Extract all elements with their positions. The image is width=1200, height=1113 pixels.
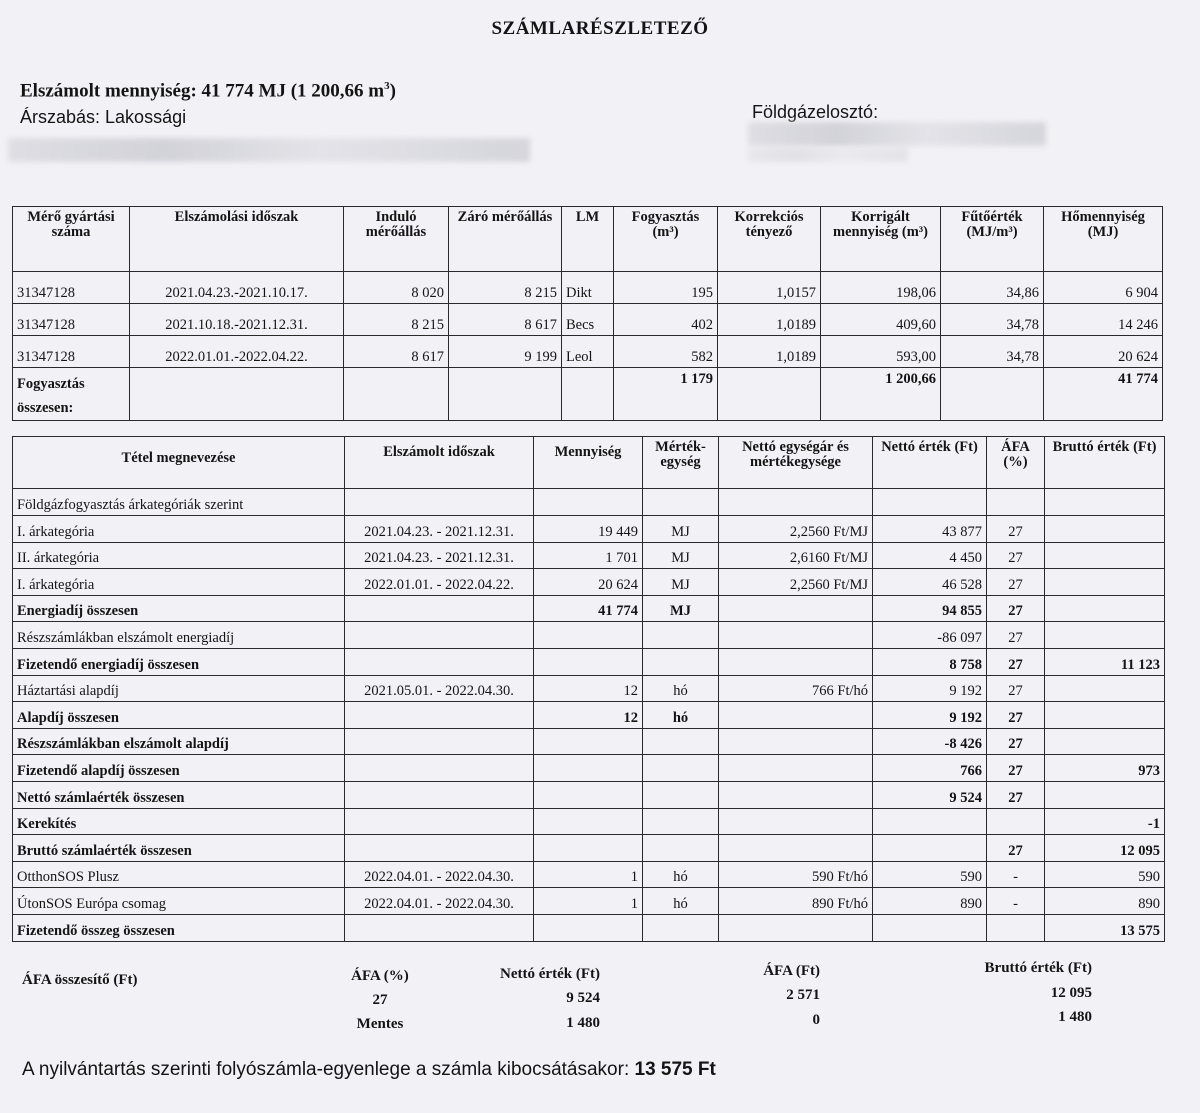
col-header: Elszámolási időszak: [130, 207, 344, 272]
item-name: I. árkategória: [13, 569, 345, 596]
item-gross-value: [1045, 569, 1165, 596]
item-vat: 27: [987, 622, 1045, 649]
item-quantity: 20 624: [534, 569, 643, 596]
start-reading: 8 215: [344, 304, 449, 336]
meter-header-row: [13, 207, 1163, 272]
item-unit: [643, 835, 719, 862]
item-unit: MJ: [643, 569, 719, 596]
item-net-value: 43 877: [873, 516, 987, 543]
col-header: ÁFA (%): [987, 437, 1045, 489]
item-gross-value: 11 123: [1045, 648, 1165, 675]
corrected-qty: 409,60: [821, 304, 941, 336]
table-row: [13, 835, 1165, 862]
item-net-value: 9 192: [873, 702, 987, 729]
table-row: [13, 861, 1165, 888]
item-period: [345, 914, 534, 941]
item-period: [345, 835, 534, 862]
item-net-value: 46 528: [873, 569, 987, 596]
item-quantity: 12: [534, 702, 643, 729]
item-name: Kerekítés: [13, 808, 345, 835]
item-unit-price: [719, 914, 873, 941]
start-reading: 8 020: [344, 272, 449, 304]
meter-table: [12, 206, 1163, 421]
item-period: [345, 728, 534, 755]
account-balance: A nyilvántartás szerinti folyószámla-egyenlege a számla kibocsátásakor: 13 575 Ft: [22, 1059, 716, 1080]
item-quantity: [534, 808, 643, 835]
item-gross-value: [1045, 542, 1165, 569]
item-unit-price: [719, 489, 873, 516]
item-vat: 27: [987, 569, 1045, 596]
heating-value: 34,78: [941, 304, 1044, 336]
item-unit: MJ: [643, 595, 719, 622]
item-quantity: 41 774: [534, 595, 643, 622]
item-quantity: [534, 489, 643, 516]
item-quantity: 1: [534, 888, 643, 915]
item-unit-price: 766 Ft/hó: [719, 675, 873, 702]
item-unit-price: 2,2560 Ft/MJ: [719, 569, 873, 596]
item-unit-price: [719, 702, 873, 729]
corrected-qty: 198,06: [821, 272, 941, 304]
table-row: [13, 595, 1165, 622]
heat-quantity: 6 904: [1044, 272, 1163, 304]
table-row: [13, 542, 1165, 569]
item-unit: [643, 755, 719, 782]
item-vat: -: [987, 861, 1045, 888]
item-name: II. árkategória: [13, 542, 345, 569]
item-name: Földgázfogyasztás árkategóriák szerint: [13, 489, 345, 516]
table-row: [13, 489, 1165, 516]
table-row: [13, 569, 1165, 596]
item-unit: MJ: [643, 516, 719, 543]
items-header-row: [13, 437, 1165, 489]
item-unit: [643, 622, 719, 649]
item-name: Nettó számlaérték összesen: [13, 781, 345, 808]
item-net-value: 890: [873, 888, 987, 915]
col-header: Fűtőérték (MJ/m³): [941, 207, 1044, 272]
item-unit-price: [719, 781, 873, 808]
meter-serial: 31347128: [13, 336, 130, 368]
item-period: [345, 622, 534, 649]
consumption: 402: [614, 304, 718, 336]
item-period: [345, 702, 534, 729]
item-period: [345, 755, 534, 782]
item-period: 2022.04.01. - 2022.04.30.: [345, 888, 534, 915]
consumption: 582: [614, 336, 718, 368]
item-quantity: [534, 755, 643, 782]
col-header: Záró mérőállás: [449, 207, 562, 272]
item-gross-value: [1045, 728, 1165, 755]
item-quantity: [534, 648, 643, 675]
vat-summary-label: ÁFA összesítő (Ft): [22, 972, 138, 988]
item-quantity: 1: [534, 861, 643, 888]
item-gross-value: [1045, 675, 1165, 702]
item-net-value: 94 855: [873, 595, 987, 622]
item-net-value: -8 426: [873, 728, 987, 755]
item-net-value: 9 192: [873, 675, 987, 702]
table-row: [13, 516, 1165, 543]
item-unit: hó: [643, 702, 719, 729]
meter-serial: 31347128: [13, 304, 130, 336]
item-name: Bruttó számlaérték összesen: [13, 835, 345, 862]
heat-quantity: 14 246: [1044, 304, 1163, 336]
vat-amount: 0: [812, 1012, 820, 1028]
item-period: [345, 595, 534, 622]
redacted-distributor: [748, 122, 1046, 146]
item-gross-value: 973: [1045, 755, 1165, 782]
item-vat: 27: [987, 702, 1045, 729]
col-header: LM: [562, 207, 614, 272]
item-period: 2021.04.23. - 2021.12.31.: [345, 542, 534, 569]
item-net-value: [873, 489, 987, 516]
vat-col-gross: Bruttó érték (Ft): [984, 960, 1092, 976]
period: 2022.01.01.-2022.04.22.: [130, 336, 344, 368]
item-period: 2022.04.01. - 2022.04.30.: [345, 861, 534, 888]
vat-col-rate: ÁFA (%): [351, 968, 409, 984]
item-gross-value: [1045, 781, 1165, 808]
col-header: Nettó érték (Ft): [873, 437, 987, 489]
item-period: 2022.01.01. - 2022.04.22.: [345, 569, 534, 596]
item-vat: 27: [987, 728, 1045, 755]
table-row: [13, 702, 1165, 729]
item-name: Energiadíj összesen: [13, 595, 345, 622]
start-reading: 8 617: [344, 336, 449, 368]
item-unit-price: 890 Ft/hó: [719, 888, 873, 915]
item-unit-price: 2,2560 Ft/MJ: [719, 516, 873, 543]
table-row: [13, 622, 1165, 649]
item-name: Fizetendő összeg összesen: [13, 914, 345, 941]
vat-col-net: Nettó érték (Ft): [500, 966, 600, 982]
item-vat: 27: [987, 675, 1045, 702]
col-header: Korrekciós tényező: [718, 207, 821, 272]
item-unit-price: [719, 728, 873, 755]
item-net-value: 8 758: [873, 648, 987, 675]
heating-value: 34,86: [941, 272, 1044, 304]
item-unit-price: [719, 622, 873, 649]
item-net-value: [873, 835, 987, 862]
col-header: Mérték-egység: [643, 437, 719, 489]
item-vat: [987, 914, 1045, 941]
total-label: Fogyasztás összesen:: [13, 368, 130, 421]
item-quantity: [534, 622, 643, 649]
col-header: Fogyasztás (m³): [614, 207, 718, 272]
table-row: [13, 648, 1165, 675]
table-row: [13, 728, 1165, 755]
lm: Dikt: [562, 272, 614, 304]
distributor-label: Földgázelosztó:: [752, 102, 879, 122]
item-unit: [643, 781, 719, 808]
page-title: SZÁMLARÉSZLETEZŐ: [491, 18, 709, 39]
end-reading: 8 617: [449, 304, 562, 336]
item-unit: MJ: [643, 542, 719, 569]
item-quantity: [534, 781, 643, 808]
item-vat: 27: [987, 542, 1045, 569]
item-period: [345, 781, 534, 808]
item-net-value: 9 524: [873, 781, 987, 808]
table-row: [13, 781, 1165, 808]
item-name: Alapdíj összesen: [13, 702, 345, 729]
item-period: [345, 489, 534, 516]
col-header: Korrigált mennyiség (m³): [821, 207, 941, 272]
item-net-value: 590: [873, 861, 987, 888]
item-vat: 27: [987, 648, 1045, 675]
item-unit: [643, 648, 719, 675]
item-vat: 27: [987, 595, 1045, 622]
item-gross-value: [1045, 702, 1165, 729]
item-unit-price: [719, 648, 873, 675]
item-net-value: [873, 914, 987, 941]
item-unit: [643, 914, 719, 941]
table-row: [13, 888, 1165, 915]
end-reading: 9 199: [449, 336, 562, 368]
item-period: [345, 808, 534, 835]
item-name: I. árkategória: [13, 516, 345, 543]
item-quantity: 1 701: [534, 542, 643, 569]
item-gross-value: 13 575: [1045, 914, 1165, 941]
total-heat: 41 774: [1044, 368, 1163, 421]
lm: Leol: [562, 336, 614, 368]
item-gross-value: [1045, 622, 1165, 649]
corrected-qty: 593,00: [821, 336, 941, 368]
item-unit: hó: [643, 675, 719, 702]
table-row: [13, 336, 1163, 368]
tariff-label: Árszabás: Lakossági: [20, 107, 187, 127]
item-name: Részszámlákban elszámolt energiadíj: [13, 622, 345, 649]
item-period: 2021.05.01. - 2022.04.30.: [345, 675, 534, 702]
item-vat: -: [987, 888, 1045, 915]
heating-value: 34,78: [941, 336, 1044, 368]
item-net-value: -86 097: [873, 622, 987, 649]
col-header: Mennyiség: [534, 437, 643, 489]
item-unit: [643, 808, 719, 835]
col-header: Hőmennyiség (MJ): [1044, 207, 1163, 272]
item-gross-value: 890: [1045, 888, 1165, 915]
item-vat: 27: [987, 516, 1045, 543]
item-unit-price: 2,6160 Ft/MJ: [719, 542, 873, 569]
item-vat: [987, 489, 1045, 516]
table-row: [13, 675, 1165, 702]
item-quantity: 19 449: [534, 516, 643, 543]
col-header: Mérő gyártási száma: [13, 207, 130, 272]
correction: 1,0157: [718, 272, 821, 304]
table-row: [13, 272, 1163, 304]
vat-net: 9 524: [566, 990, 600, 1006]
table-row: [13, 914, 1165, 941]
item-period: 2021.04.23. - 2021.12.31.: [345, 516, 534, 543]
item-name: Fizetendő energiadíj összesen: [13, 648, 345, 675]
redacted-address: [8, 138, 530, 162]
vat-col-vat: ÁFA (Ft): [763, 963, 820, 979]
vat-rate: Mentes: [356, 1016, 404, 1032]
item-unit: [643, 728, 719, 755]
item-net-value: [873, 808, 987, 835]
lm: Becs: [562, 304, 614, 336]
item-unit: hó: [643, 861, 719, 888]
col-header: Bruttó érték (Ft): [1045, 437, 1165, 489]
item-gross-value: [1045, 595, 1165, 622]
item-gross-value: 590: [1045, 861, 1165, 888]
item-quantity: [534, 728, 643, 755]
item-gross-value: [1045, 489, 1165, 516]
item-gross-value: -1: [1045, 808, 1165, 835]
item-gross-value: [1045, 516, 1165, 543]
heat-quantity: 20 624: [1044, 336, 1163, 368]
item-unit-price: [719, 595, 873, 622]
items-table: [12, 436, 1165, 942]
item-period: [345, 648, 534, 675]
item-unit-price: [719, 755, 873, 782]
col-header: Nettó egységár és mértékegysége: [719, 437, 873, 489]
correction: 1,0189: [718, 336, 821, 368]
item-vat: [987, 808, 1045, 835]
period: 2021.04.23.-2021.10.17.: [130, 272, 344, 304]
item-vat: 27: [987, 755, 1045, 782]
vat-rate: 27: [372, 992, 388, 1008]
item-gross-value: 12 095: [1045, 835, 1165, 862]
table-row: [13, 304, 1163, 336]
col-header: Elszámolt időszak: [345, 437, 534, 489]
end-reading: 8 215: [449, 272, 562, 304]
item-net-value: 766: [873, 755, 987, 782]
vat-net: 1 480: [566, 1015, 600, 1031]
item-unit: [643, 489, 719, 516]
consumption: 195: [614, 272, 718, 304]
item-name: Háztartási alapdíj: [13, 675, 345, 702]
redacted-distributor-2: [748, 148, 908, 162]
table-row: [13, 755, 1165, 782]
meter-total-row: [13, 368, 1163, 421]
item-name: Fizetendő alapdíj összesen: [13, 755, 345, 782]
vat-gross: 1 480: [1058, 1009, 1092, 1025]
item-name: OtthonSOS Plusz: [13, 861, 345, 888]
total-consumption: 1 179: [614, 368, 718, 421]
item-vat: 27: [987, 835, 1045, 862]
item-unit-price: [719, 835, 873, 862]
settled-quantity: Elszámolt mennyiség: 41 774 MJ (1 200,66 $m^3$): [20, 80, 396, 102]
item-unit-price: 590 Ft/hó: [719, 861, 873, 888]
item-unit-price: [719, 808, 873, 835]
item-net-value: 4 450: [873, 542, 987, 569]
item-name: ÚtonSOS Európa csomag: [13, 888, 345, 915]
correction: 1,0189: [718, 304, 821, 336]
item-quantity: 12: [534, 675, 643, 702]
table-row: [13, 808, 1165, 835]
meter-serial: 31347128: [13, 272, 130, 304]
vat-gross: 12 095: [1050, 985, 1092, 1001]
item-unit: hó: [643, 888, 719, 915]
col-header: Tétel megnevezése: [13, 437, 345, 489]
item-quantity: [534, 835, 643, 862]
period: 2021.10.18.-2021.12.31.: [130, 304, 344, 336]
item-vat: 27: [987, 781, 1045, 808]
item-quantity: [534, 914, 643, 941]
item-name: Részszámlákban elszámolt alapdíj: [13, 728, 345, 755]
total-corrected: 1 200,66: [821, 368, 941, 421]
vat-amount: 2 571: [786, 987, 820, 1003]
col-header: Induló mérőállás: [344, 207, 449, 272]
